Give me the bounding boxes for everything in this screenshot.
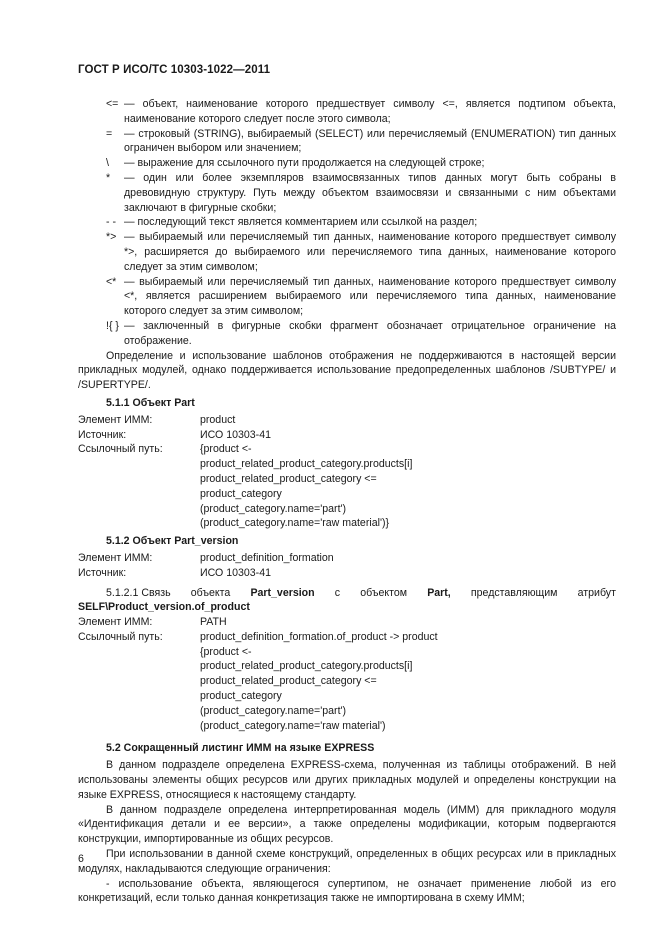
legend-description: — последующий текст является комментарием или ссылкой на раздел; — [124, 216, 478, 229]
path-line: (product_category.name='raw material') — [200, 719, 386, 732]
legend-description: — объект, наименование которого предшествует символу <=, является подтипом объекта, наименование которого следует после этого символа; — [124, 98, 616, 125]
section-heading-5-1-2: 5.1.2 Объект Part_version — [106, 535, 239, 548]
legend-symbol: *> — [106, 231, 117, 244]
mapping-row — [78, 566, 616, 581]
mapping-row — [78, 428, 616, 443]
path-line: {product <- — [200, 443, 252, 456]
path-line: product_category — [200, 487, 282, 500]
heading-word: с — [334, 586, 341, 599]
symbol-legend-list — [78, 97, 616, 349]
field-value: product_definition_formation — [200, 551, 334, 564]
path-line: product_category — [200, 690, 282, 703]
page-content — [78, 97, 616, 906]
page-number: 6 — [78, 853, 84, 865]
path-line: product_related_product_category <= — [200, 472, 377, 485]
field-value: ИСО 10303-41 — [200, 566, 271, 579]
path-line: product_definition_formation.of_product -> product — [200, 630, 438, 643]
page-header-standard-number: ГОСТ Р ИСО/ТС 10303-1022—2011 — [78, 64, 271, 76]
section-heading-5-1-1: 5.1.1 Объект Part — [106, 396, 195, 409]
legend-description: — выражение для ссылочного пути продолжается на следующей строке; — [124, 157, 485, 170]
reference-path — [200, 442, 616, 531]
heading-word: Part_version — [250, 586, 315, 599]
body-paragraph: - использование объекта, являющегося супертипом, не означает применение любой из его конкретизаций, если только данная конкретизация также не импортирована в схему ИММ; — [78, 877, 616, 905]
path-line: (product_category.name='part') — [200, 502, 347, 515]
field-label: Элемент ИММ: — [78, 551, 153, 564]
heading-word: атрибут — [577, 586, 616, 599]
body-paragraph: В данном подразделе определена интерпретированная модель (ИММ) для прикладного модуля «Идентификация детали и ее версии», а также определены модификации, которым подвергаются конструкции, импортированные из общих ресурсов. — [78, 803, 616, 846]
legend-item — [106, 127, 616, 157]
legend-description: — выбираемый или перечисляемый тип данных, наименование которого предшествует символу *>, расширяется до выбираемого или перечисляемого типа данных, наименование которого следует за этим символом; — [124, 231, 616, 273]
legend-symbol: <* — [106, 275, 117, 288]
body-paragraph: При использовании в данной схеме конструкций, определенных в общих ресурсах или в прикладных модулях, накладываются следующие ограничения: — [78, 848, 616, 875]
heading-word: объектом — [360, 586, 408, 599]
field-value: PATH — [200, 616, 227, 629]
templates-paragraph: Определение и использование шаблонов отображения не поддерживаются в настоящей версии прикладных модулей, однако поддерживается использование предопределенных шаблонов /SUBTYPE/ и /SUPERTYPE/. — [78, 349, 616, 392]
field-label: Элемент ИММ: — [78, 616, 153, 629]
legend-symbol: <= — [106, 98, 119, 110]
mapping-row — [78, 551, 616, 566]
legend-item — [106, 97, 616, 127]
reference-path — [200, 630, 616, 734]
heading-word: Part, — [427, 586, 451, 599]
section-heading-5-1-2-1 — [106, 586, 616, 601]
mapping-row — [78, 630, 616, 734]
legend-description: — строковый (STRING), выбираемый (SELECT) или перечисляемый (ENUMERATION) тип данных ограничен выбором или значением; — [124, 127, 616, 155]
attribute-name: SELF\Product_version.of_product — [78, 601, 250, 614]
heading-word: объекта — [190, 586, 231, 599]
field-label: Ссылочный путь: — [78, 630, 163, 643]
heading-word: представляющим — [470, 586, 558, 599]
legend-symbol: !{ } — [106, 319, 119, 332]
legend-item — [106, 156, 616, 171]
legend-symbol: \ — [106, 157, 109, 170]
legend-symbol: = — [106, 127, 113, 140]
legend-item — [106, 319, 616, 349]
field-value: ИСО 10303-41 — [200, 428, 271, 441]
field-value: product — [200, 413, 236, 426]
legend-item — [106, 230, 616, 274]
legend-item — [106, 215, 616, 230]
legend-description: — заключенный в фигурные скобки фрагмент обозначает отрицательное ограничение на отображение. — [124, 319, 616, 347]
mapping-row — [78, 615, 616, 630]
body-paragraph: В данном подразделе определена EXPRESS-схема, полученная из таблицы отображений. В ней использованы элементы общих ресурсов или других прикладных модулей и определены конструкции на языке EXPRESS, относящиеся к настоящему стандарту. — [78, 759, 616, 801]
legend-item — [106, 275, 616, 319]
path-line: (product_category.name='raw material')} — [200, 517, 390, 530]
heading-word: 5.1.2.1 Связь — [106, 586, 171, 599]
legend-description: — один или более экземпляров взаимосвязанных типов данных могут быть собраны в древовидную структуру. Путь между объектом взаимосвязи и связанными с ним объектами заключают в фигурные скобки; — [124, 171, 616, 214]
path-line: {product <- — [200, 645, 252, 658]
legend-item — [106, 171, 616, 215]
legend-symbol: - - — [106, 216, 116, 229]
mapping-row — [78, 413, 616, 428]
field-label: Ссылочный путь: — [78, 443, 163, 456]
section-heading-5-2: 5.2 Сокращенный листинг ИММ на языке EXPRESS — [106, 742, 375, 755]
path-line: product_related_product_category <= — [200, 675, 377, 688]
mapping-row — [78, 442, 616, 531]
legend-symbol: * — [106, 171, 111, 184]
field-label: Источник: — [78, 428, 127, 441]
legend-description: — выбираемый или перечисляемый тип данных, наименование которого предшествует символу <*, является расширением выбираемого или перечисляемого типа данных, наименование которого следует за этим символом; — [124, 275, 616, 318]
field-label: Элемент ИММ: — [78, 413, 153, 426]
field-label: Источник: — [78, 566, 127, 579]
path-line: product_related_product_category.products[i] — [200, 458, 413, 471]
path-line: (product_category.name='part') — [200, 704, 347, 717]
path-line: product_related_product_category.products[i] — [200, 660, 413, 673]
